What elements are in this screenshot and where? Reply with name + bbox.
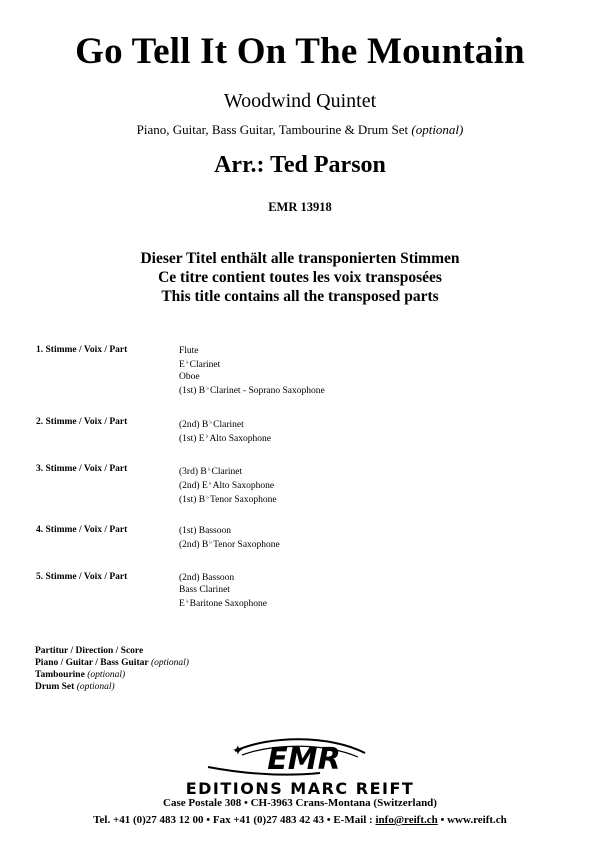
instrument-line bbox=[179, 492, 277, 506]
instrument-line bbox=[179, 431, 271, 445]
email-link[interactable]: info@reift.ch bbox=[375, 814, 438, 826]
score-optional: (optional) bbox=[87, 670, 126, 680]
instrumentation-line bbox=[0, 122, 600, 138]
instrument-line bbox=[179, 345, 325, 357]
score-line bbox=[35, 657, 189, 669]
publisher-contact bbox=[0, 814, 600, 826]
logo-star: ✦ bbox=[232, 743, 244, 759]
part-label: 3. Stimme / Voix / Part bbox=[36, 464, 128, 474]
instrument-name: Clarinet bbox=[189, 360, 221, 370]
instrument-prefix: E bbox=[179, 360, 185, 370]
flat-sign: ♭ bbox=[206, 386, 209, 392]
instrument-line bbox=[179, 478, 277, 492]
instrument-line bbox=[179, 371, 325, 383]
instrument-name: Alto Saxophone bbox=[212, 481, 275, 491]
flat-sign: ♭ bbox=[185, 599, 189, 605]
score-line: Partitur / Direction / Score bbox=[35, 646, 144, 656]
instrument-prefix: (1st) B bbox=[179, 386, 206, 396]
contact-phone-fax: Tel. +41 (0)27 483 12 00 • Fax +41 (0)27 483 42 43 • E-Mail : bbox=[93, 814, 376, 826]
instrument-line bbox=[179, 584, 267, 596]
part-instruments bbox=[179, 417, 271, 445]
flat-sign: ♭ bbox=[208, 481, 212, 487]
score-item: Drum Set bbox=[35, 682, 75, 692]
flat-sign: ♭ bbox=[206, 495, 209, 501]
instrument-prefix: E bbox=[179, 599, 185, 609]
instrument-name: Alto Saxophone bbox=[209, 434, 271, 444]
instrument-line bbox=[179, 357, 325, 371]
instrument-line bbox=[179, 525, 280, 537]
title: Go Tell It On The Mountain bbox=[75, 31, 525, 72]
instrument-prefix: (3rd) B bbox=[179, 467, 207, 477]
instrument-name: Clarinet - Soprano Saxophone bbox=[209, 386, 325, 396]
instrument-line bbox=[179, 417, 271, 431]
contact-website: • www.reift.ch bbox=[437, 814, 507, 826]
instrument-line bbox=[179, 537, 280, 551]
publisher-name: EDITIONS MARC REIFT bbox=[185, 779, 415, 798]
flat-sign: ♭ bbox=[185, 360, 189, 366]
notice-german: Dieser Titel enthält alle transponierten Stimmen bbox=[140, 250, 460, 267]
arranger: Arr.: Ted Parson bbox=[214, 152, 386, 178]
instrument-name: Baritone Saxophone bbox=[189, 599, 267, 609]
score-optional: (optional) bbox=[76, 682, 115, 692]
instrument-name: Clarinet bbox=[211, 467, 243, 477]
flat-sign: ♭ bbox=[209, 420, 213, 426]
instrument-prefix: (2nd) B bbox=[179, 420, 209, 430]
part-instruments bbox=[179, 464, 277, 506]
score-item: Piano / Guitar / Bass Guitar bbox=[35, 658, 149, 668]
publisher-address: Case Postale 308 • CH-3963 Crans-Montana (Switzerland) bbox=[163, 797, 437, 809]
part-instruments bbox=[179, 525, 280, 551]
instrument-line bbox=[179, 596, 267, 610]
flat-sign: ♭ bbox=[209, 540, 213, 546]
logo-text: EMR bbox=[267, 742, 341, 777]
part-label: 1. Stimme / Voix / Part bbox=[36, 345, 128, 355]
instrument-name: Clarinet bbox=[213, 420, 244, 430]
notice-french: Ce titre contient toutes les voix transposées bbox=[158, 269, 442, 286]
score-optional: (optional) bbox=[150, 658, 189, 668]
score-item: Tambourine bbox=[35, 670, 85, 680]
instrument-name: Bass Clarinet bbox=[179, 585, 230, 595]
transposition-notice bbox=[0, 249, 600, 306]
flat-sign: ♭ bbox=[205, 434, 209, 440]
instrument-line bbox=[179, 572, 267, 584]
instrument-prefix: (1st) E bbox=[179, 434, 205, 444]
instrumentation-optional: (optional) bbox=[411, 122, 464, 137]
part-label: 4. Stimme / Voix / Part bbox=[36, 525, 128, 535]
instrument-name: Tenor Saxophone bbox=[213, 540, 280, 550]
instrument-prefix: (2nd) B bbox=[179, 540, 209, 550]
score-line bbox=[35, 681, 189, 693]
part-label: 2. Stimme / Voix / Part bbox=[36, 417, 128, 427]
instrument-prefix: (1st) B bbox=[179, 495, 206, 505]
instrument-name: (1st) Bassoon bbox=[179, 526, 231, 536]
instrumentation-text: Piano, Guitar, Bass Guitar, Tambourine & Drum Set bbox=[136, 122, 409, 137]
part-instruments bbox=[179, 345, 325, 397]
subtitle: Woodwind Quintet bbox=[223, 90, 377, 112]
flat-sign: ♭ bbox=[207, 467, 211, 473]
part-instruments bbox=[179, 572, 267, 610]
instrument-line bbox=[179, 464, 277, 478]
instrument-prefix: (2nd) E bbox=[179, 481, 208, 491]
score-list bbox=[35, 645, 189, 693]
instrument-line bbox=[179, 383, 325, 397]
part-label: 5. Stimme / Voix / Part bbox=[36, 572, 128, 582]
notice-english: This title contains all the transposed parts bbox=[161, 288, 439, 305]
instrument-name: (2nd) Bassoon bbox=[179, 573, 235, 583]
instrument-name: Oboe bbox=[179, 372, 200, 382]
score-line bbox=[35, 669, 189, 681]
instrument-name: Flute bbox=[179, 346, 199, 356]
instrument-name: Tenor Saxophone bbox=[209, 495, 277, 505]
catalog-number: EMR 13918 bbox=[268, 200, 332, 214]
